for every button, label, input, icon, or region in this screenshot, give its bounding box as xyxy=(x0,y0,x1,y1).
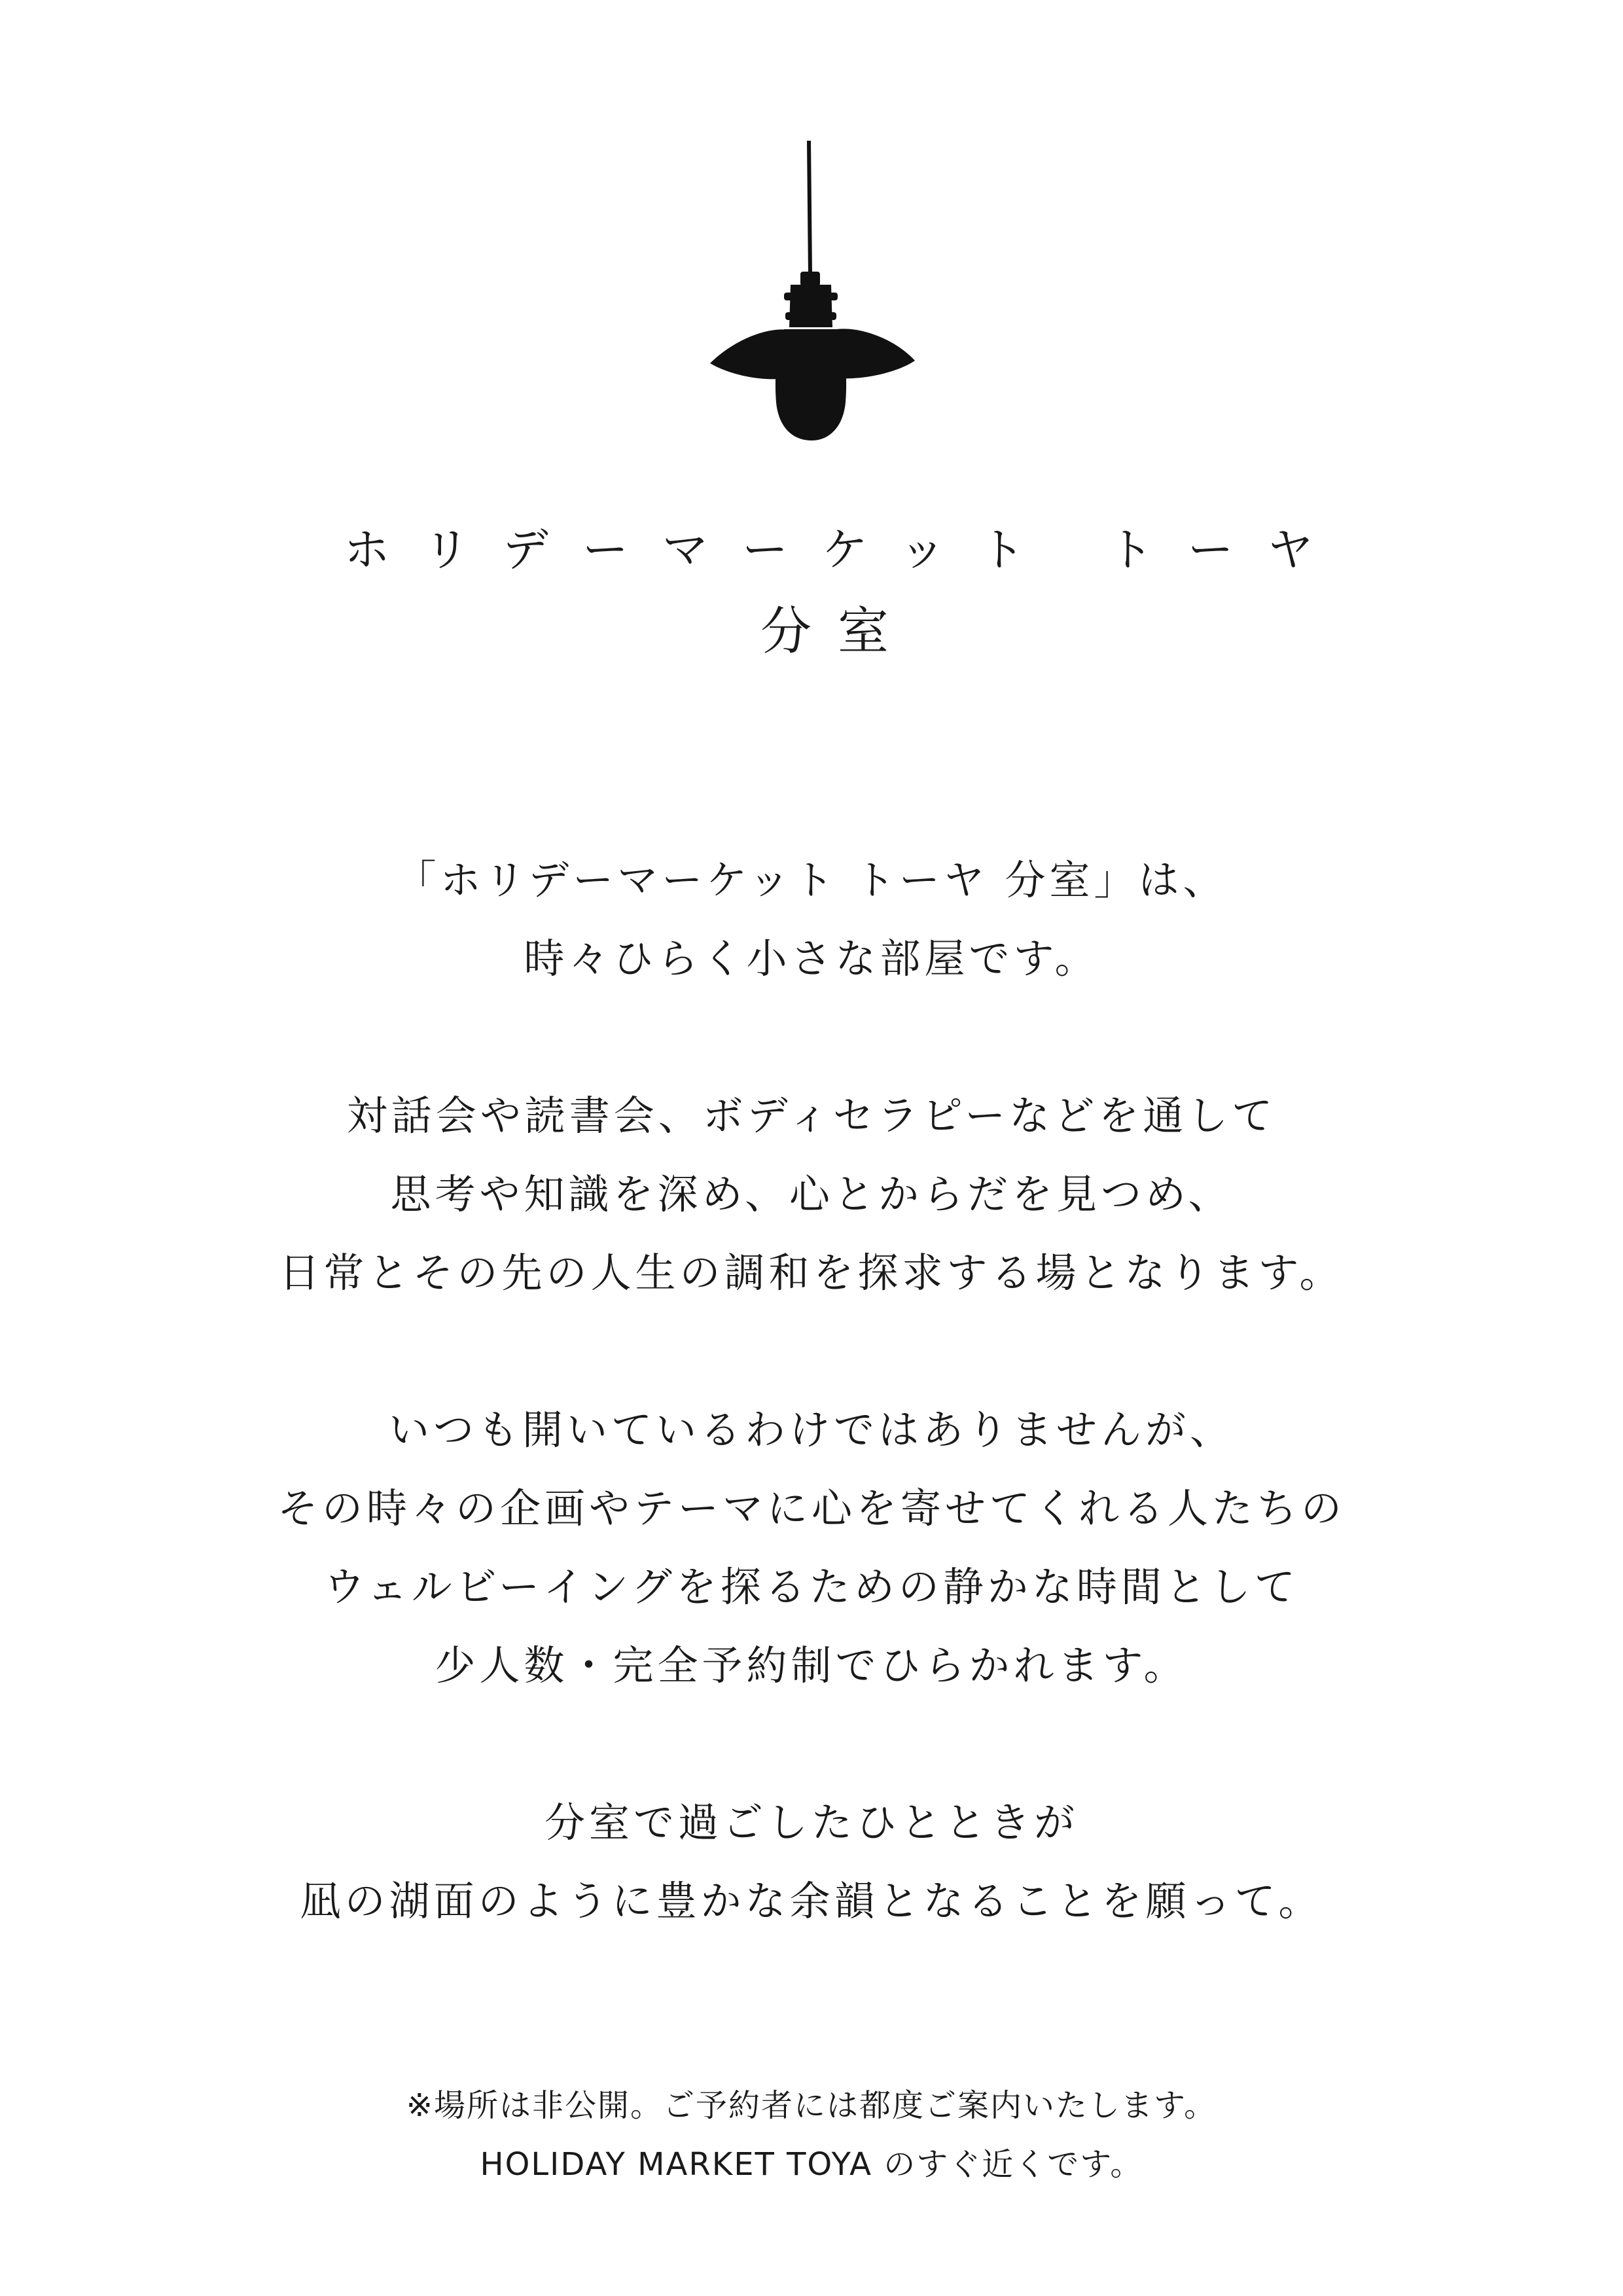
text-line: 時々ひらく小さな部屋です。 xyxy=(524,935,1099,982)
text-line: いつも開いているわけではありませんが、 xyxy=(388,1406,1234,1454)
intro-text xyxy=(0,841,1623,1941)
room-name: 分室 xyxy=(760,602,915,661)
notice-line: HOLIDAY MARKET TOYA のすぐ近くです。 xyxy=(480,2146,1143,2183)
text-line: 対話会や読書会、ボディセラピーなどを通して xyxy=(346,1092,1277,1139)
paragraph xyxy=(0,1784,1623,1941)
text-line: 日常とその先の人生の調和を探求する場となります。 xyxy=(279,1249,1344,1297)
location-notice xyxy=(0,2076,1623,2194)
text-line: 「ホリデーマーケット トーヤ 分室」は、 xyxy=(395,856,1228,904)
pendant-lamp-icon xyxy=(707,141,916,442)
text-line: 凪の湖面のように豊かな余韻となることを願って。 xyxy=(300,1877,1323,1925)
text-line: 分室で過ごしたひとときが xyxy=(544,1799,1079,1846)
paragraph xyxy=(0,841,1623,998)
text-line: 思考や知識を深め、心とからだを見つめ、 xyxy=(390,1170,1233,1218)
text-line: ウェルビーイングを探るための静かな時間として xyxy=(324,1563,1299,1611)
text-line: その時々の企画やテーマに心を寄せてくれる人たちの xyxy=(277,1484,1346,1532)
notice-line: ※場所は非公開。ご予約者には都度ご案内いたします。 xyxy=(406,2087,1217,2124)
text-line: 少人数・完全予約制でひらかれます。 xyxy=(435,1641,1188,1689)
paragraph xyxy=(0,1077,1623,1312)
shop-name: ホリデーマーケット トーヤ xyxy=(344,523,1347,577)
paragraph xyxy=(0,1391,1623,1705)
